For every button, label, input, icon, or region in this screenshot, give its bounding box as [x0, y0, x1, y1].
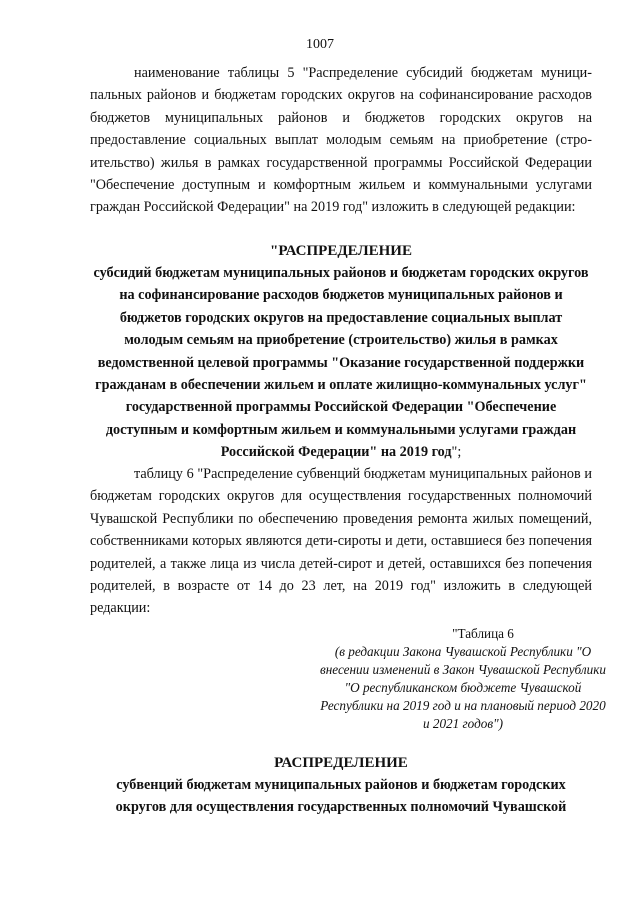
intro-paragraph-block — [90, 62, 592, 219]
heading-distribution-subsidies — [90, 240, 592, 464]
heading-distribution-subventions — [90, 752, 592, 819]
caption-title: "Таблица 6 — [452, 626, 514, 641]
second-paragraph-block — [90, 463, 592, 620]
heading-body-text: субсидий бюджетам муниципальных районов и бюджетам городских округов на софинансирование расходов бюджетов муниципальных районов и бюджетов городских округов на предоставление социальных выплат молодым семьям на приобретение (строительство) жилья в рамках ведомственной целевой программы "Оказание государственной поддержки гражданам в обеспечении жильем и оплате жилищно-коммунальных услуг" государственной программы Российской Федерации "Обеспечение доступным и комфортным жильем и коммунальными услугами граждан Российской Федерации" на 2019 год — [93, 265, 589, 461]
caption-note: (в редакции Закона Чувашской Республики "О внесении изменений в Закон Чувашской Республики "О республиканском бюджете Чувашской Республики на 2019 год и на плановый период 2020 и 2021 годов") — [320, 644, 606, 731]
heading-title: "РАСПРЕДЕЛЕНИЕ — [270, 243, 412, 259]
heading2-title: РАСПРЕДЕЛЕНИЕ — [274, 755, 408, 771]
heading-body — [90, 262, 592, 464]
table-caption — [318, 625, 608, 733]
heading2-body: субвенций бюджетам муниципальных районов и бюджетам городских округов для осуществления государственных полномочий Чувашской — [115, 777, 567, 816]
intro-paragraph: наименование таблицы 5 "Распределение субсидий бюджетам муниципальных районов и бюджетам городских округов на софинансирование расходов бюджетов муниципальных районов и бюджетов городских округов на предоставление социальных выплат молодым семьям на приобретение (строительство) жилья в рамках государственной программы Российской Федерации "Обеспечение доступным и комфортным жильем и коммунальными услугами граждан Российской Федерации" на 2019 год" изложить в следующей редакции: — [90, 65, 592, 216]
heading-tail: "; — [451, 444, 462, 461]
page-number: 1007 — [306, 37, 334, 52]
second-paragraph: таблицу 6 "Распределение субвенций бюджетам муниципальных районов и бюджетам городских округов для осуществления государственных полномочий Чувашской Республики по обеспечению проведения ремонта жилых помещений, собственниками которых являются дети-сироты и дети, оставшиеся без попечения родителей, а также лица из числа детей-сирот и детей, оставшихся без попечения родителей, в возрасте от 14 до 23 лет, на 2019 год" изложить в следующей редакции: — [90, 466, 592, 617]
